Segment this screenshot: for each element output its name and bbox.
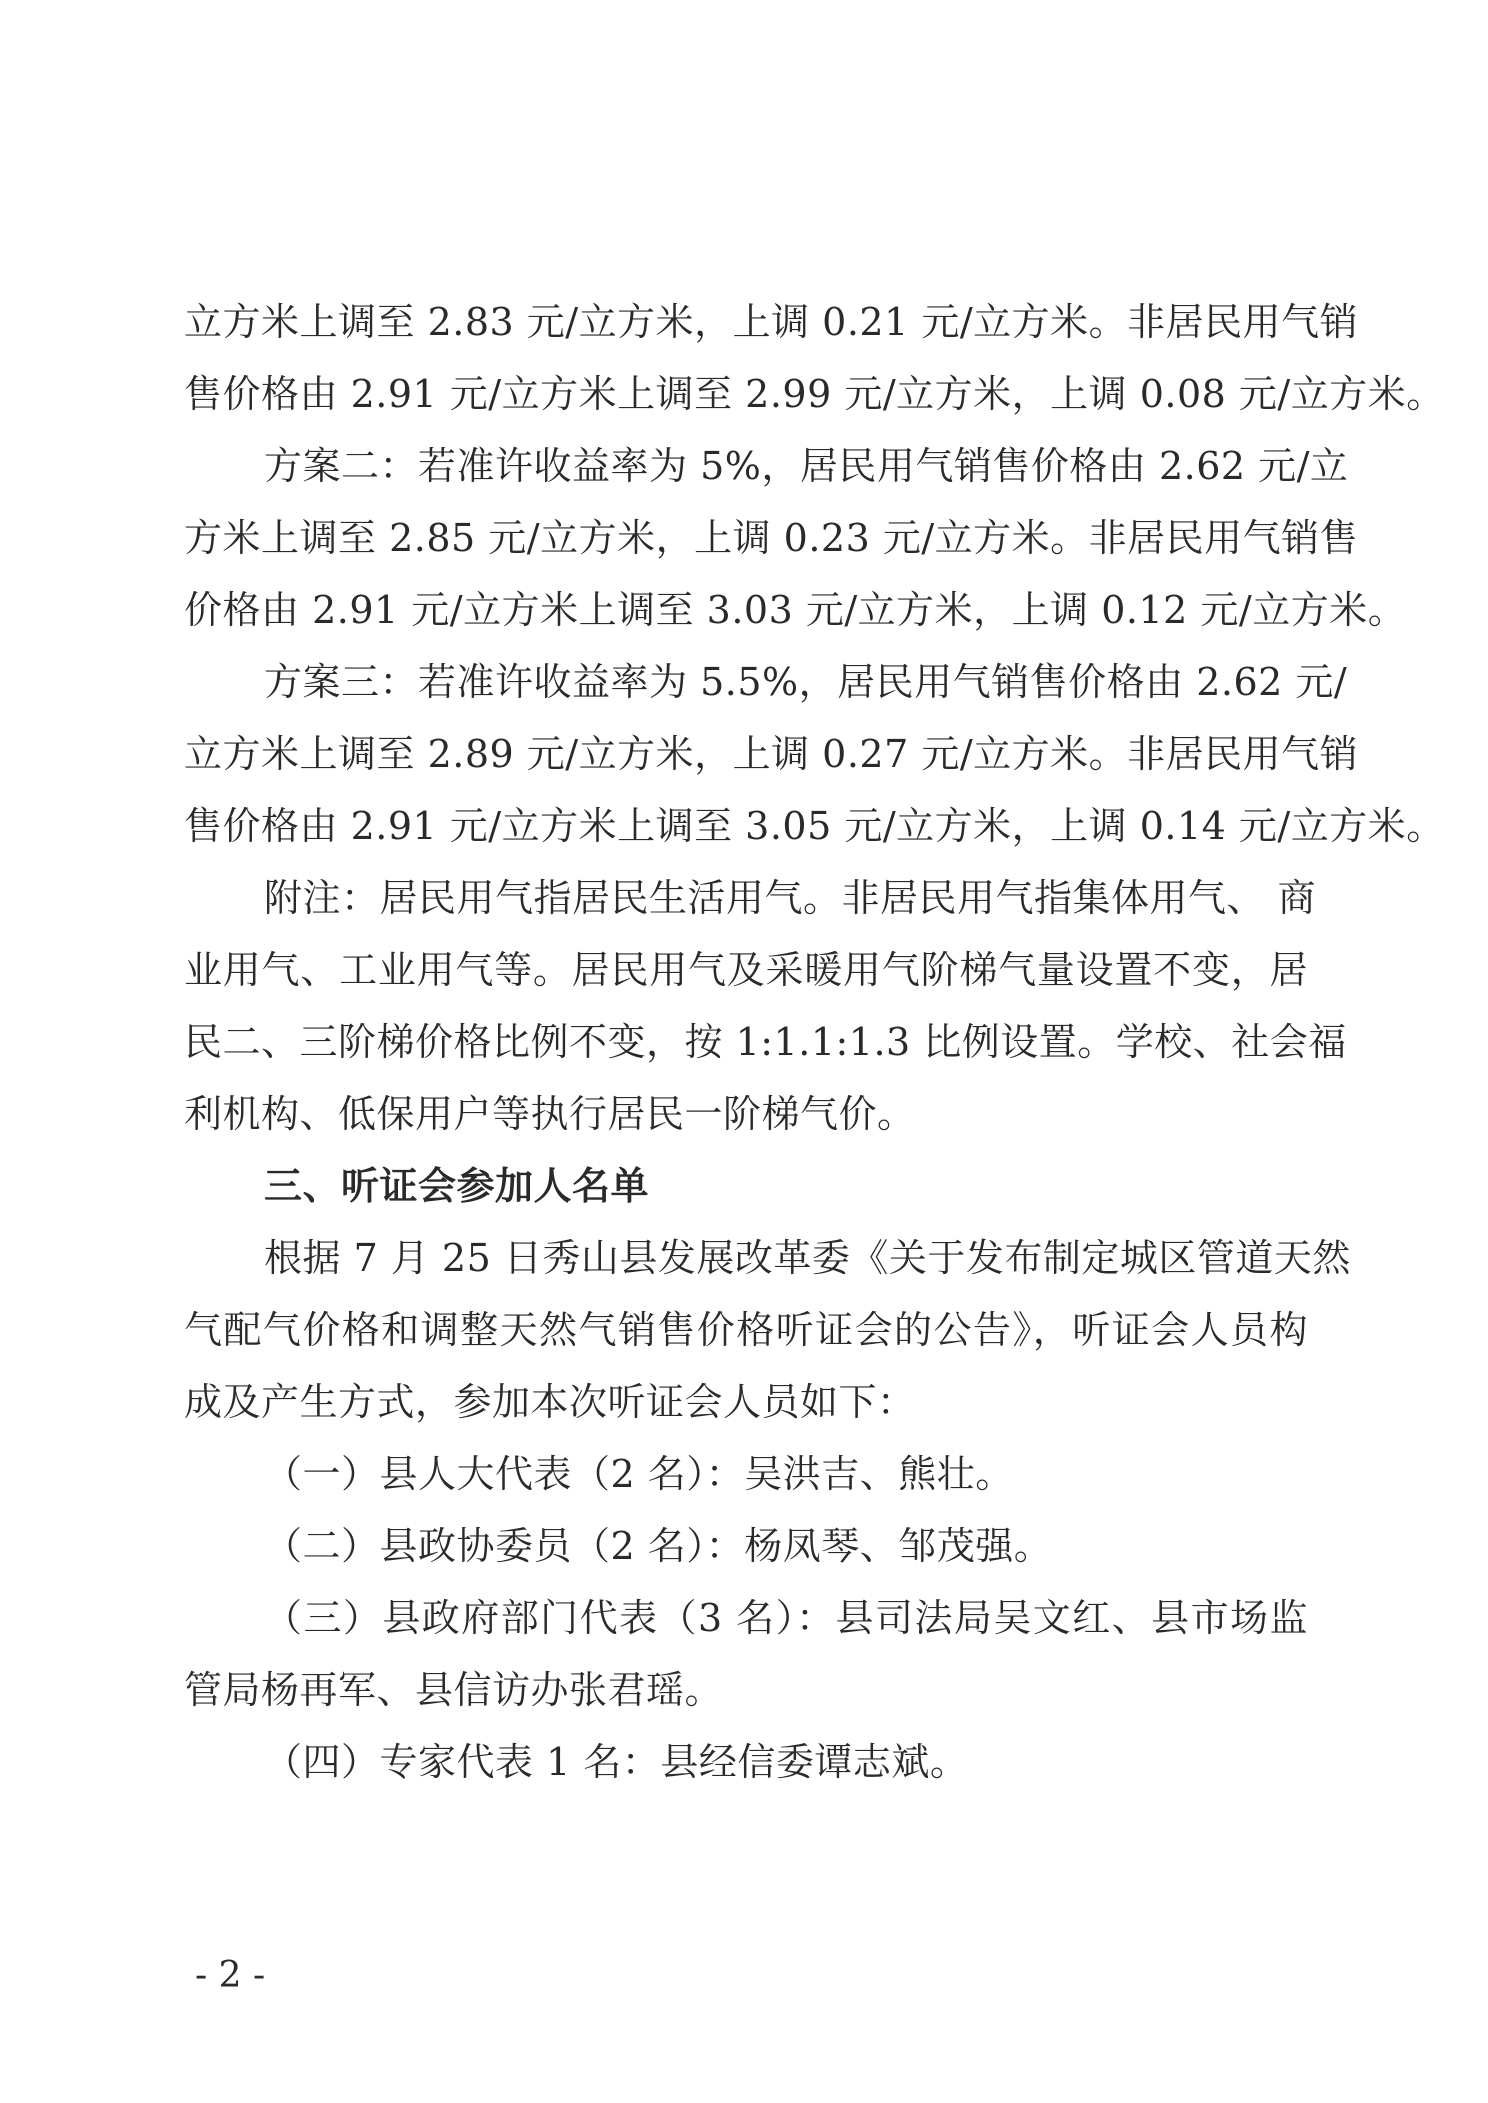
- text-line: 气配气价格和调整天然气销售价格听证会的公告》，听证会人员构: [184, 1308, 1308, 1352]
- text-line: 立方米上调至 2.83 元/立方米，上调 0.21 元/立方米。非居民用气销: [184, 300, 1359, 344]
- text-line: 价格由 2.91 元/立方米上调至 3.03 元/立方米，上调 0.12 元/立方米。: [184, 588, 1407, 632]
- text-line: 根据 7 月 25 日秀山县发展改革委《关于发布制定城区管道天然: [264, 1236, 1351, 1280]
- text-line: 利机构、低保用户等执行居民一阶梯气价。: [184, 1092, 916, 1136]
- text-line: 附注：居民用气指居民生活用气。非居民用气指集体用气、 商: [264, 876, 1317, 920]
- text-line: 管局杨再军、县信访办张君瑶。: [184, 1668, 724, 1712]
- text-line: （四）专家代表 1 名：县经信委谭志斌。: [264, 1740, 969, 1784]
- text-line: 立方米上调至 2.89 元/立方米，上调 0.27 元/立方米。非居民用气销: [184, 732, 1359, 776]
- text-line: 方米上调至 2.85 元/立方米，上调 0.23 元/立方米。非居民用气销售: [184, 516, 1359, 560]
- section-heading: 三、听证会参加人名单: [264, 1164, 650, 1208]
- text-line: 成及产生方式，参加本次听证会人员如下：: [184, 1380, 916, 1424]
- text-line: 售价格由 2.91 元/立方米上调至 3.05 元/立方米，上调 0.14 元/立方米。: [184, 804, 1445, 848]
- text-line: （二）县政协委员（2 名）：杨凤琴、邹茂强。: [264, 1524, 1053, 1568]
- text-line: 售价格由 2.91 元/立方米上调至 2.99 元/立方米，上调 0.08 元/立方米。: [184, 372, 1445, 416]
- text-line: （一）县人大代表（2 名）：吴洪吉、熊壮。: [264, 1452, 1014, 1496]
- text-line: 方案三：若准许收益率为 5.5%，居民用气销售价格由 2.62 元/: [264, 660, 1348, 704]
- text-line: 业用气、工业用气等。居民用气及采暖用气阶梯气量设置不变，居: [184, 948, 1308, 992]
- text-line: （三）县政府部门代表（3 名）：县司法局吴文红、县市场监: [264, 1596, 1308, 1640]
- document-body: [184, 286, 1445, 1798]
- text-line: 方案二：若准许收益率为 5%，居民用气销售价格由 2.62 元/立: [264, 444, 1349, 488]
- page-number: - 2 -: [195, 1955, 266, 1996]
- text-line: 民二、三阶梯价格比例不变，按 1:1.1:1.3 比例设置。学校、社会福: [184, 1020, 1347, 1064]
